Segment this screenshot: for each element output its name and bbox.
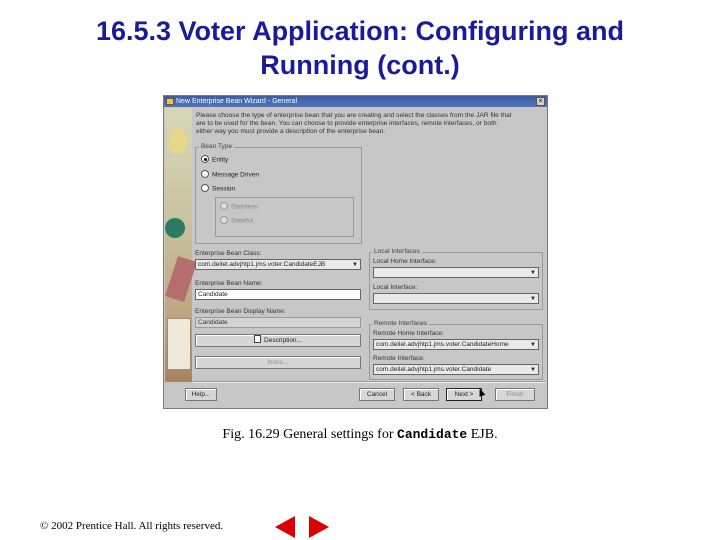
description-button-label: Description... xyxy=(264,337,302,344)
window-app-icon xyxy=(166,98,174,105)
close-icon[interactable]: × xyxy=(536,97,545,106)
radio-icon xyxy=(201,184,209,192)
icons-button-label: Icons... xyxy=(267,359,289,366)
local-home-select[interactable] xyxy=(373,267,539,278)
local-interfaces-label: Local Interfaces xyxy=(374,248,420,255)
illustration-globe xyxy=(165,218,185,238)
slide-title-line-2: Running (cont.) xyxy=(260,50,460,80)
bean-display-name-label: Enterprise Bean Display Name: xyxy=(195,308,286,315)
radio-icon xyxy=(220,202,228,210)
radio-stateless[interactable] xyxy=(220,203,258,212)
bean-class-select[interactable] xyxy=(195,259,361,270)
radio-session[interactable] xyxy=(201,185,235,194)
local-interface-select[interactable] xyxy=(373,293,539,304)
document-icon xyxy=(254,335,261,343)
chevron-down-icon: ▼ xyxy=(530,270,536,276)
window-title: New Enterprise Bean Wizard - General xyxy=(176,98,297,105)
slide-title-line-1: 16.5.3 Voter Application: Configuring and xyxy=(95,16,625,46)
chevron-down-icon: ▼ xyxy=(530,342,536,348)
slide-title xyxy=(20,14,700,82)
back-button[interactable]: < Back xyxy=(403,388,439,401)
description-line: either way you must provide a description of the enterprise bean. xyxy=(196,128,386,135)
wizard-window xyxy=(163,95,548,409)
description-button[interactable] xyxy=(195,334,361,347)
icons-button[interactable] xyxy=(195,356,361,369)
remote-home-value: com.deitel.advjhtp1.jms.voter.CandidateHome xyxy=(376,341,509,348)
chevron-down-icon: ▼ xyxy=(530,367,536,373)
radio-stateless-label: Stateless xyxy=(231,203,258,211)
bean-display-name-input[interactable]: Candidate xyxy=(195,317,361,328)
remote-home-label: Remote Home Interface: xyxy=(373,330,444,337)
cancel-button[interactable]: Cancel xyxy=(359,388,395,401)
radio-entity[interactable] xyxy=(201,156,228,165)
bean-name-input[interactable]: Candidate xyxy=(195,289,361,300)
remote-interface-value: com.deitel.advjhtp1.jms.voter.Candidate xyxy=(376,366,492,373)
remote-interface-select[interactable] xyxy=(373,364,539,375)
caption-suffix: EJB. xyxy=(467,427,498,442)
radio-stateful-label: Stateful xyxy=(231,217,254,225)
previous-slide-icon[interactable] xyxy=(275,516,295,538)
chevron-down-icon: ▼ xyxy=(530,296,536,302)
radio-entity-label: Entity xyxy=(212,156,229,164)
bean-name-label: Enterprise Bean Name: xyxy=(195,280,263,287)
radio-icon xyxy=(220,216,228,224)
finish-button[interactable]: Finish xyxy=(495,388,535,401)
next-button[interactable]: Next > xyxy=(446,388,482,401)
caption-code: Candidate xyxy=(397,427,468,442)
radio-message-driven[interactable] xyxy=(201,171,259,180)
illustration-blob xyxy=(169,128,187,154)
wizard-description xyxy=(196,112,542,136)
radio-session-label: Session xyxy=(212,185,236,193)
chevron-down-icon: ▼ xyxy=(352,262,358,268)
radio-icon xyxy=(201,170,209,178)
copyright-notice: © 2002 Prentice Hall. All rights reserved. xyxy=(40,520,224,532)
remote-home-select[interactable] xyxy=(373,339,539,350)
mouse-pointer-icon xyxy=(477,387,485,397)
description-line: are to be used for the bean. You can choose to provide enterprise interfaces, remote interfaces, or both xyxy=(196,120,497,127)
radio-message-driven-label: Message Driven xyxy=(212,171,259,179)
next-slide-icon[interactable] xyxy=(309,516,329,538)
illustration-brush xyxy=(165,256,197,302)
help-button[interactable]: Help... xyxy=(185,388,217,401)
bean-class-label: Enterprise Bean Class: xyxy=(195,250,262,257)
bean-type-label: Bean Type xyxy=(201,143,232,150)
description-line: Please choose the type of enterprise bean that you are creating and select the classes from the JAR file that xyxy=(196,112,512,119)
window-titlebar[interactable] xyxy=(164,96,547,107)
caption-prefix: Fig. 16.29 General settings for xyxy=(222,427,398,442)
button-bar-divider xyxy=(193,381,546,383)
bean-class-value: com.deitel.advjhtp1.jms.voter.CandidateEJB xyxy=(198,261,326,268)
illustration-jar xyxy=(167,318,191,370)
remote-interface-label: Remote Interface: xyxy=(373,355,425,362)
radio-selected-icon xyxy=(201,155,209,163)
radio-stateful[interactable] xyxy=(220,217,253,226)
figure-caption xyxy=(0,427,720,443)
remote-interfaces-label: Remote Interfaces xyxy=(374,320,428,327)
local-interface-label: Local Interface: xyxy=(373,284,418,291)
wizard-side-illustration xyxy=(165,108,192,382)
local-home-label: Local Home Interface: xyxy=(373,258,437,265)
